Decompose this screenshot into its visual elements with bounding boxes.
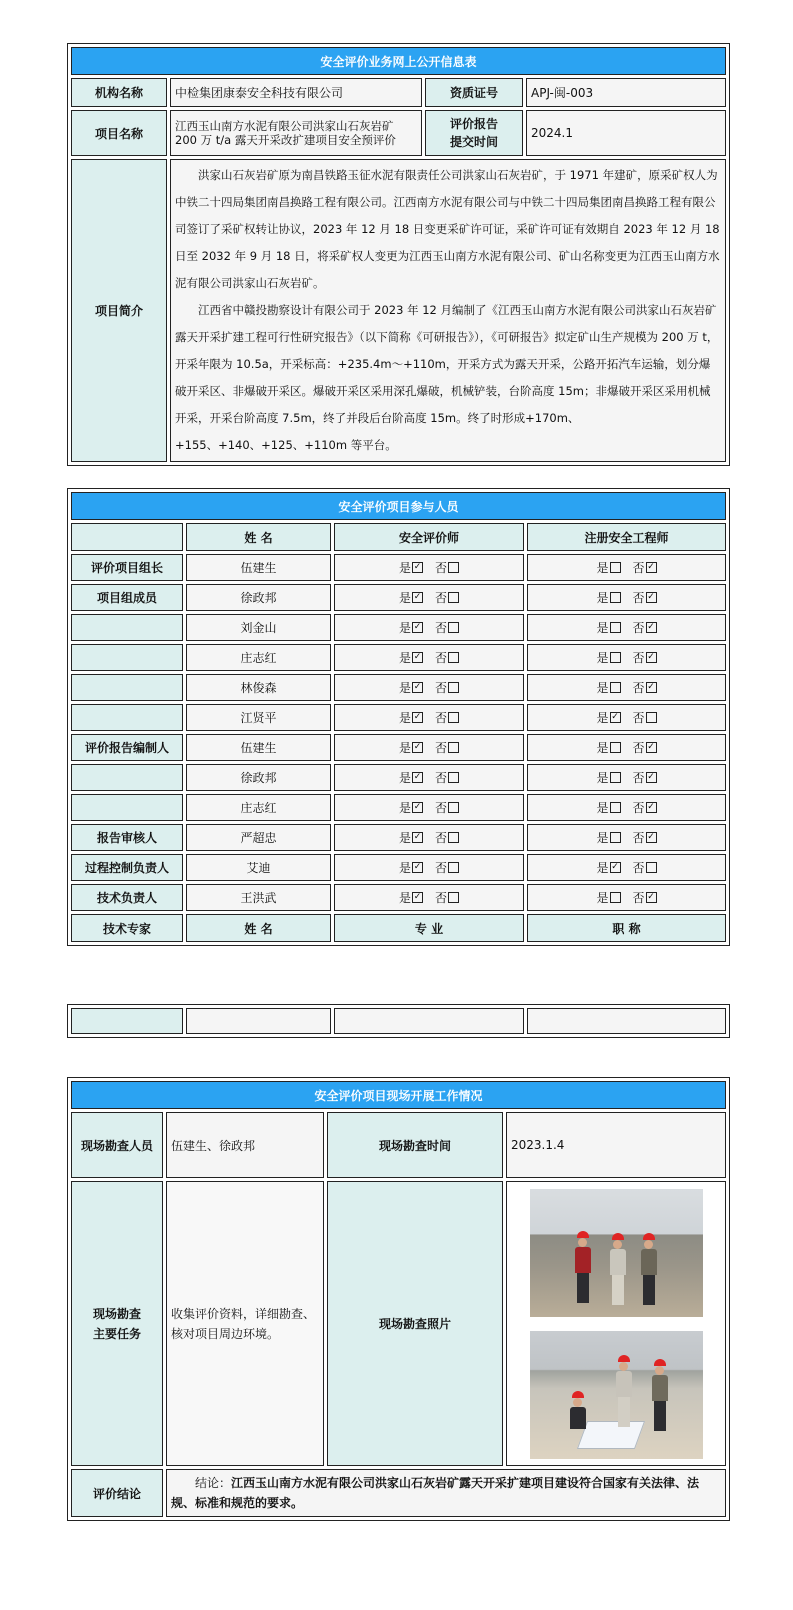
yes-checkbox[interactable]: ✓: [413, 862, 422, 872]
evaluator-cell: [334, 584, 524, 611]
yes-checkbox[interactable]: ✓: [413, 742, 422, 752]
yes-text: 是: [596, 591, 609, 605]
header-blank: [71, 523, 183, 551]
yes-text: 是: [398, 771, 411, 785]
no-checkbox[interactable]: [448, 832, 459, 843]
engineer-choice: [596, 591, 656, 605]
no-checkbox[interactable]: ✓: [647, 622, 655, 632]
no-text: 否: [632, 891, 645, 905]
site-photo-label: 现场勘查照片: [327, 1181, 503, 1466]
no-checkbox[interactable]: [448, 742, 459, 753]
site-staff-value: 伍建生、徐政邦: [166, 1112, 324, 1178]
personnel-rows: [71, 554, 726, 911]
evaluator-choice: [399, 771, 459, 785]
evaluator-choice: [399, 741, 459, 755]
evaluator-cell: [334, 614, 524, 641]
engineer-cell: [527, 764, 726, 791]
expert-cell-empty: [71, 1008, 183, 1034]
no-text: 否: [632, 861, 645, 875]
no-text: 否: [632, 711, 645, 725]
evaluator-cell: [334, 554, 524, 581]
yes-text: 是: [596, 621, 609, 635]
no-text: 否: [435, 831, 448, 845]
yes-checkbox[interactable]: ✓: [611, 712, 619, 722]
no-text: 否: [632, 651, 645, 665]
engineer-cell: [527, 884, 726, 911]
yes-text: 是: [596, 741, 609, 755]
person-name: 伍建生: [186, 734, 331, 761]
yes-text: 是: [596, 891, 609, 905]
no-text: 否: [632, 621, 645, 635]
site-staff-label: 现场勘查人员: [71, 1112, 163, 1178]
expert-col-title: 职 称: [527, 914, 726, 942]
site-task-label-line1: 现场勘查: [92, 1306, 141, 1321]
project-label: 项目名称: [71, 110, 167, 156]
no-checkbox[interactable]: [448, 562, 459, 573]
yes-checkbox[interactable]: ✓: [413, 772, 422, 782]
no-text: 否: [632, 681, 645, 695]
engineer-cell: [527, 824, 726, 851]
worker-figure: [570, 1391, 586, 1429]
engineer-choice: [596, 651, 656, 665]
expert-table: [67, 1004, 730, 1038]
evaluator-choice: [399, 801, 459, 815]
evaluator-choice: [399, 711, 459, 725]
expert-major-empty: [334, 1008, 524, 1034]
intro-label: 项目简介: [71, 159, 167, 462]
table-row: [71, 614, 726, 641]
evaluator-cell: [334, 704, 524, 731]
engineer-choice: [596, 831, 656, 845]
worker-figure: [575, 1231, 591, 1303]
conclusion-prefix: 结论：: [195, 1476, 232, 1490]
person-role: 报告审核人: [71, 824, 183, 851]
yes-text: 是: [398, 621, 411, 635]
map-paper: [576, 1421, 644, 1449]
report-time-value: 2024.1: [526, 110, 726, 156]
engineer-choice: [596, 711, 656, 725]
no-checkbox[interactable]: [448, 622, 459, 633]
engineer-cell: [527, 734, 726, 761]
yes-checkbox[interactable]: [610, 682, 621, 693]
yes-checkbox[interactable]: ✓: [611, 862, 619, 872]
yes-text: 是: [398, 891, 411, 905]
yes-text: 是: [398, 741, 411, 755]
worker-figure: [641, 1233, 657, 1305]
yes-text: 是: [596, 771, 609, 785]
evaluator-choice: [399, 891, 459, 905]
table-row: [71, 764, 726, 791]
site-photo-cell: [506, 1181, 726, 1466]
engineer-cell: [527, 554, 726, 581]
yes-checkbox[interactable]: ✓: [413, 652, 422, 662]
engineer-choice: [596, 891, 656, 905]
engineer-choice: [596, 801, 656, 815]
engineer-choice: [596, 621, 656, 635]
evaluator-choice: [399, 681, 459, 695]
no-checkbox[interactable]: [448, 772, 459, 783]
evaluator-choice: [399, 861, 459, 875]
table-row: [71, 794, 726, 821]
no-checkbox[interactable]: [646, 712, 657, 723]
evaluator-cell: [334, 644, 524, 671]
yes-checkbox[interactable]: ✓: [413, 592, 422, 602]
yes-checkbox[interactable]: [610, 622, 621, 633]
evaluator-cell: [334, 824, 524, 851]
person-name: 徐政邦: [186, 584, 331, 611]
person-role: 过程控制负责人: [71, 854, 183, 881]
yes-text: 是: [398, 651, 411, 665]
no-checkbox[interactable]: [448, 682, 459, 693]
site-photo-1: [530, 1189, 703, 1317]
person-name: 艾迪: [186, 854, 331, 881]
evaluator-choice: [399, 561, 459, 575]
engineer-choice: [596, 861, 656, 875]
no-text: 否: [435, 711, 448, 725]
yes-text: 是: [596, 651, 609, 665]
yes-checkbox[interactable]: ✓: [413, 832, 422, 842]
yes-text: 是: [596, 801, 609, 815]
person-role: [71, 644, 183, 671]
person-name: 严超忠: [186, 824, 331, 851]
no-text: 否: [632, 591, 645, 605]
cert-label: 资质证号: [425, 78, 523, 107]
no-text: 否: [632, 771, 645, 785]
evaluator-choice: [399, 591, 459, 605]
no-checkbox[interactable]: ✓: [647, 592, 655, 602]
yes-checkbox[interactable]: ✓: [413, 802, 422, 812]
table-row: [71, 824, 726, 851]
table-row: [71, 644, 726, 671]
expert-col-name: 姓 名: [186, 914, 331, 942]
no-checkbox[interactable]: ✓: [647, 892, 655, 902]
worker-figure: [616, 1355, 632, 1427]
personnel-title: 安全评价项目参与人员: [71, 492, 726, 520]
worker-figure: [652, 1359, 668, 1431]
no-text: 否: [632, 741, 645, 755]
site-time-value: 2023.1.4: [506, 1112, 726, 1178]
intro-paragraph-2: 江西省中赣投勘察设计有限公司于 2023 年 12 月编制了《江西玉山南方水泥有限公司洪家山石灰岩矿露天开采扩建工程可行性研究报告》（以下简称《可研报告》），《可研报告》拟定矿山生产规模为 200 万 t，开采年限为 10.5a，开采标高：+235.4m～+110m，开采方式为露天开采，公路开拓汽车运输，划分爆破开采区、非爆破开采区。爆破开采区采用深孔爆破，机械铲装，台阶高度 15m；非爆破开采区采用机械开采，开采台阶高度 7.5m，终了并段后台阶高度 15m。终了时形成+170m、+155、+140、+125、+110m 等平台。: [175, 303, 719, 452]
engineer-cell: [527, 794, 726, 821]
yes-checkbox[interactable]: ✓: [413, 622, 422, 632]
no-text: 否: [435, 771, 448, 785]
no-text: 否: [435, 741, 448, 755]
site-task-label-line2: 主要任务: [92, 1326, 141, 1341]
yes-checkbox[interactable]: ✓: [413, 892, 422, 902]
header-engineer: 注册安全工程师: [527, 523, 726, 551]
evaluator-choice: [399, 831, 459, 845]
no-text: 否: [435, 591, 448, 605]
person-role: 评价项目组长: [71, 554, 183, 581]
yes-text: 是: [398, 681, 411, 695]
person-name: 庄志红: [186, 644, 331, 671]
person-role: [71, 704, 183, 731]
no-checkbox[interactable]: ✓: [647, 772, 655, 782]
no-text: 否: [435, 561, 448, 575]
no-text: 否: [435, 651, 448, 665]
evaluator-cell: [334, 794, 524, 821]
no-checkbox[interactable]: ✓: [647, 682, 655, 692]
no-checkbox[interactable]: ✓: [647, 802, 655, 812]
conclusion-label: 评价结论: [71, 1469, 163, 1517]
person-name: 徐政邦: [186, 764, 331, 791]
no-text: 否: [435, 861, 448, 875]
yes-text: 是: [596, 861, 609, 875]
table-row: [71, 734, 726, 761]
no-text: 否: [632, 801, 645, 815]
engineer-choice: [596, 681, 656, 695]
no-text: 否: [435, 681, 448, 695]
yes-checkbox[interactable]: [610, 832, 621, 843]
person-role: [71, 674, 183, 701]
engineer-cell: [527, 644, 726, 671]
no-text: 否: [435, 891, 448, 905]
intro-paragraph-1: 洪家山石灰岩矿原为南昌铁路玉征水泥有限责任公司洪家山石灰岩矿，于 1971 年建矿，原采矿权人为中铁二十四局集团南昌换路工程有限公司。江西南方水泥有限公司与中铁二十四局集团南昌换路工程有限公司签订了采矿权转让协议，2023 年 12 月 18 日变更采矿许可证，采矿许可证有效期自 2023 年 12 月 18 日至 2032 年 9 月 18 日，将采矿权人变更为江西玉山南方水泥有限公司、矿山名称变更为江西玉山南方水泥有限公司洪家山石灰岩矿。: [175, 168, 720, 290]
worker-figure: [610, 1233, 626, 1305]
yes-checkbox[interactable]: [610, 742, 621, 753]
no-text: 否: [632, 561, 645, 575]
table-row: [71, 674, 726, 701]
no-checkbox[interactable]: [448, 712, 459, 723]
info-title: 安全评价业务网上公开信息表: [71, 47, 726, 75]
yes-text: 是: [398, 861, 411, 875]
evaluator-cell: [334, 674, 524, 701]
yes-checkbox[interactable]: ✓: [413, 712, 422, 722]
personnel-table: [67, 488, 730, 946]
no-checkbox[interactable]: [448, 592, 459, 603]
engineer-choice: [596, 741, 656, 755]
person-name: 王洪武: [186, 884, 331, 911]
yes-text: 是: [398, 591, 411, 605]
no-text: 否: [632, 831, 645, 845]
site-title: 安全评价项目现场开展工作情况: [71, 1081, 726, 1109]
yes-text: 是: [398, 561, 411, 575]
evaluator-choice: [399, 651, 459, 665]
site-task-value: 收集评价资料，详细勘查、核对项目周边环境。: [166, 1181, 324, 1466]
no-text: 否: [435, 621, 448, 635]
conclusion-body: [166, 1469, 726, 1517]
expert-name-empty: [186, 1008, 331, 1034]
conclusion-value: 江西玉山南方水泥有限公司洪家山石灰岩矿露天开采扩建项目建设符合国家有关法律、法规、标准和规范的要求。: [171, 1476, 700, 1510]
evaluator-cell: [334, 764, 524, 791]
person-role: [71, 794, 183, 821]
evaluator-cell: [334, 734, 524, 761]
project-value: 江西玉山南方水泥有限公司洪家山石灰岩矿 200 万 t/a 露天开采改扩建项目安全预评价: [170, 110, 422, 156]
no-checkbox[interactable]: [448, 892, 459, 903]
person-role: 技术负责人: [71, 884, 183, 911]
header-name: 姓 名: [186, 523, 331, 551]
person-role: 评价报告编制人: [71, 734, 183, 761]
person-role: [71, 764, 183, 791]
person-name: 伍建生: [186, 554, 331, 581]
person-name: 林俊森: [186, 674, 331, 701]
yes-checkbox[interactable]: [610, 772, 621, 783]
no-checkbox[interactable]: [646, 862, 657, 873]
report-time-label: [425, 110, 523, 156]
org-label: 机构名称: [71, 78, 167, 107]
no-checkbox[interactable]: [448, 652, 459, 663]
engineer-cell: [527, 854, 726, 881]
site-photo-2: [530, 1331, 703, 1459]
yes-checkbox[interactable]: [610, 592, 621, 603]
yes-text: 是: [596, 561, 609, 575]
table-row: [71, 854, 726, 881]
person-name: 庄志红: [186, 794, 331, 821]
person-role: [71, 614, 183, 641]
evaluator-cell: [334, 884, 524, 911]
site-time-label: 现场勘查时间: [327, 1112, 503, 1178]
yes-text: 是: [596, 711, 609, 725]
engineer-cell: [527, 674, 726, 701]
yes-text: 是: [596, 831, 609, 845]
no-text: 否: [435, 801, 448, 815]
report-time-label-line2: 提交时间: [449, 135, 498, 149]
yes-checkbox[interactable]: [610, 652, 621, 663]
org-value: 中检集团康泰安全科技有限公司: [170, 78, 422, 107]
yes-checkbox[interactable]: [610, 892, 621, 903]
table-row: [71, 584, 726, 611]
site-table: [67, 1077, 730, 1521]
table-row: [71, 704, 726, 731]
engineer-choice: [596, 561, 656, 575]
evaluator-cell: [334, 854, 524, 881]
no-checkbox[interactable]: ✓: [647, 562, 655, 572]
report-time-label-line1: 评价报告: [449, 117, 498, 131]
header-evaluator: 安全评价师: [334, 523, 524, 551]
yes-checkbox[interactable]: ✓: [413, 682, 422, 692]
no-checkbox[interactable]: [448, 802, 459, 813]
no-checkbox[interactable]: [448, 862, 459, 873]
info-table: [67, 43, 730, 466]
table-row: [71, 554, 726, 581]
engineer-cell: [527, 584, 726, 611]
no-checkbox[interactable]: ✓: [647, 742, 655, 752]
yes-text: 是: [398, 831, 411, 845]
no-checkbox[interactable]: ✓: [647, 652, 655, 662]
expert-label: 技术专家: [71, 914, 183, 942]
cert-value: APJ-闽-003: [526, 78, 726, 107]
engineer-cell: [527, 614, 726, 641]
yes-text: 是: [596, 681, 609, 695]
engineer-choice: [596, 771, 656, 785]
intro-body: [170, 159, 726, 462]
yes-checkbox[interactable]: ✓: [413, 562, 422, 572]
expert-col-major: 专 业: [334, 914, 524, 942]
person-role: 项目组成员: [71, 584, 183, 611]
site-task-label: [71, 1181, 163, 1466]
yes-text: 是: [398, 801, 411, 815]
table-row: [71, 884, 726, 911]
yes-checkbox[interactable]: [610, 562, 621, 573]
evaluator-choice: [399, 621, 459, 635]
no-checkbox[interactable]: ✓: [647, 832, 655, 842]
person-name: 江贤平: [186, 704, 331, 731]
expert-title-empty: [527, 1008, 726, 1034]
person-name: 刘金山: [186, 614, 331, 641]
yes-text: 是: [398, 711, 411, 725]
engineer-cell: [527, 704, 726, 731]
yes-checkbox[interactable]: [610, 802, 621, 813]
